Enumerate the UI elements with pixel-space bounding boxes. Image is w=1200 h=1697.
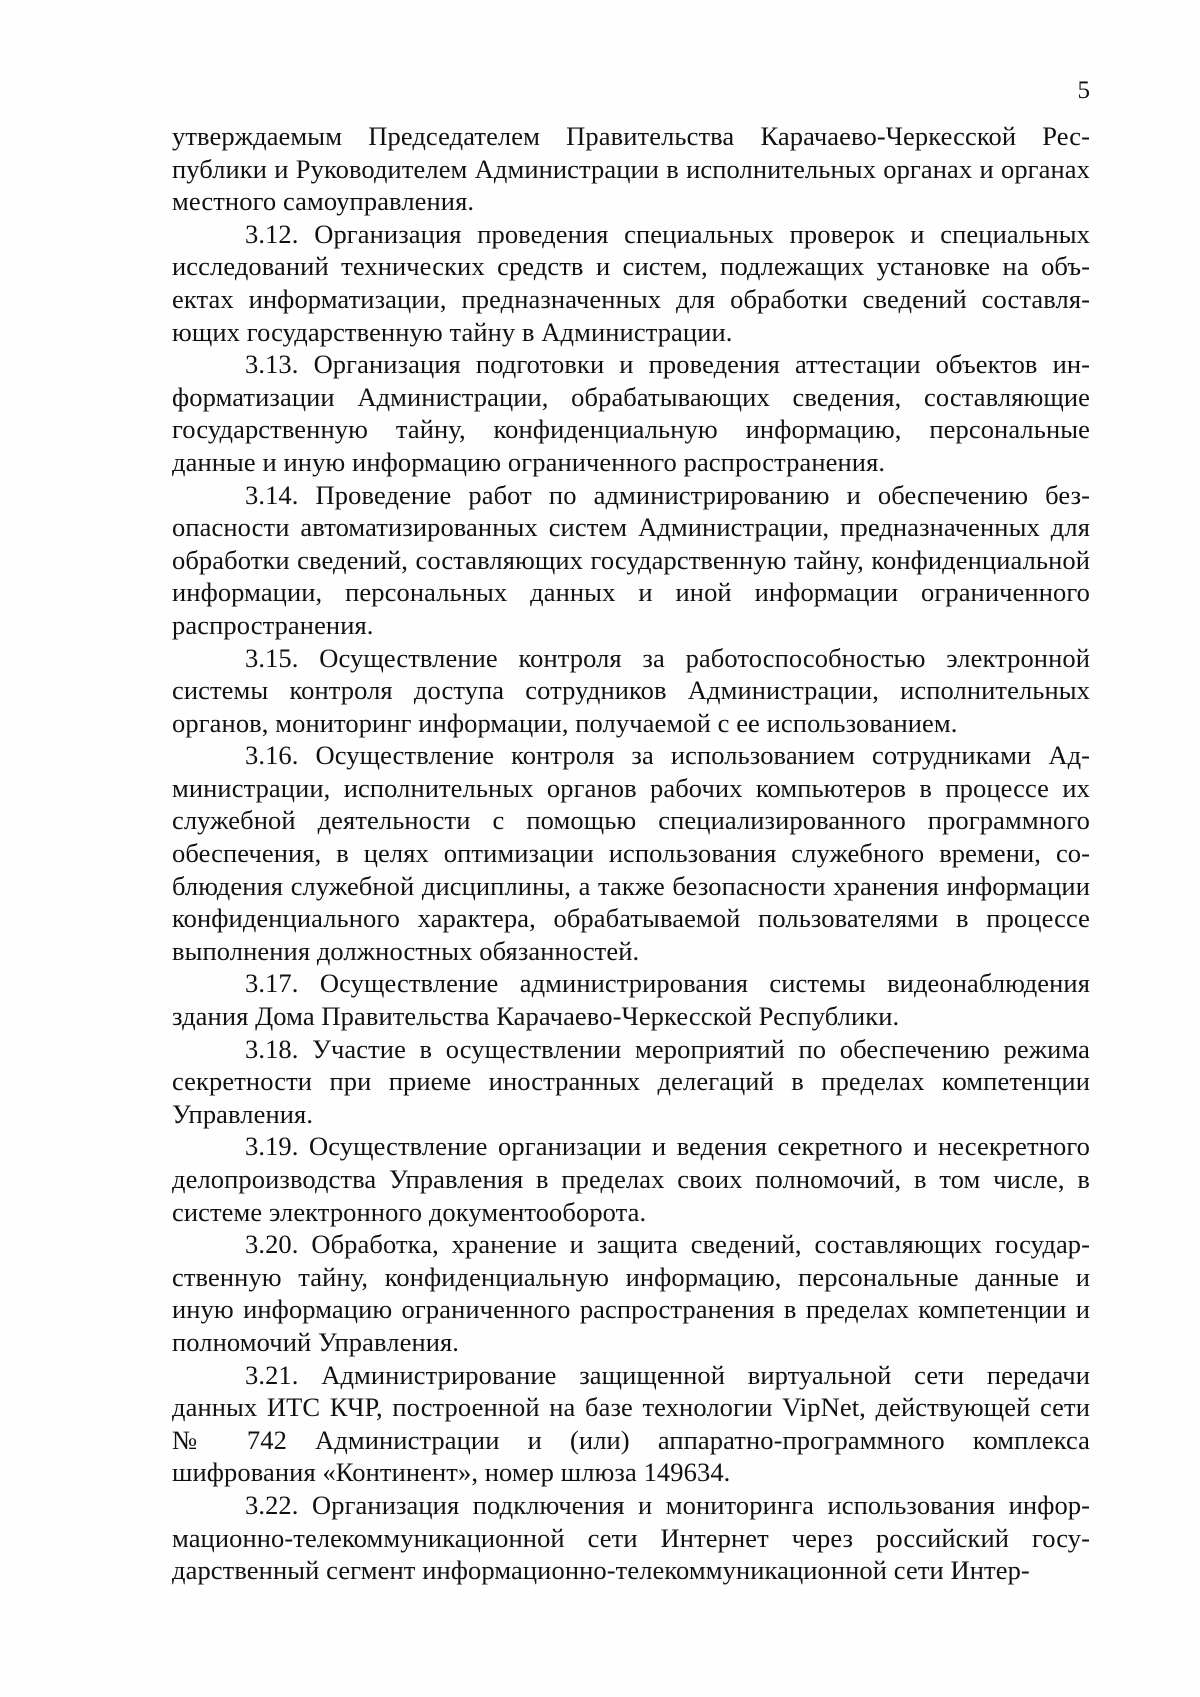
paragraph-3-16: 3.16. Осуществление контроля за использованием сотрудниками Администрации, исполнительных органов рабочих компьютеров в процессе их служебной деятельности с помощью специализированного программного обеспечения, в целях оптимизации использования служебного времени, соблюдения служебной дисциплины, а также безопасности хранения информации конфиденциального характера, обрабатываемой пользователями в процессе выполнения должностных обязанностей. [172, 740, 1090, 966]
paragraph-3-15: 3.15. Осуществление контроля за работоспособностью электронной системы контроля доступа сотрудников Администрации, исполнительных органов, мониторинг информации, получаемой с ее использованием. [172, 642, 1090, 738]
document-body [172, 120, 1090, 1587]
paragraph-3-17: 3.17. Осуществление администрирования системы видеонаблюдения здания Дома Правительства Карачаево-Черкесской Республики. [172, 968, 1090, 1032]
paragraph-3-12: 3.12. Организация проведения специальных проверок и специальных исследований технических средств и систем, подлежащих установке на объектах информатизации, предназначенных для обработки сведений составляющих государственную тайну в Администрации. [172, 218, 1090, 347]
paragraph-3-21: 3.21. Администрирование защищенной виртуальной сети передачи данных ИТС КЧР, построенной на базе технологии VipNet, действующей сети № 742 Администрации и (или) аппаратно-программного комплекса шифрования «Континент», номер шлюза 149634. [172, 1359, 1090, 1488]
paragraph-continuation: утверждаемым Председателем Правительства Карачаево-Черкесской Республики и Руководителем Администрации в исполнительных органах и органах местного самоуправления. [172, 121, 1090, 217]
paragraph-3-14: 3.14. Проведение работ по администрированию и обеспечению безопасности автоматизированных систем Администрации, предназначенных для обработки сведений, составляющих государственную тайну, конфиденциальной информации, персональных данных и иной информации ограниченного распространения. [172, 479, 1090, 640]
paragraph-3-20: 3.20. Обработка, хранение и защита сведений, составляющих государственную тайну, конфиденциальную информацию, персональные данные и иную информацию ограниченного распространения в пределах компетенции и полномочий Управления. [172, 1229, 1090, 1357]
paragraph-3-19: 3.19. Осуществление организации и ведения секретного и несекретного делопроизводства Управления в пределах своих полномочий, в том числе, в системе электронного документооборота. [172, 1131, 1090, 1227]
paragraph-3-13: 3.13. Организация подготовки и проведения аттестации объектов информатизации Администрации, обрабатывающих сведения, составляющие государственную тайну, конфиденциальную информацию, персональные данные и иную информацию ограниченного распространения. [172, 349, 1090, 477]
paragraph-3-22: 3.22. Организация подключения и мониторинга использования информационно-телекоммуникационной сети Интернет через российский государственный сегмент информационно-телекоммуникационной сети Интер- [172, 1489, 1090, 1586]
page-number: 5 [1077, 77, 1090, 104]
paragraph-3-18: 3.18. Участие в осуществлении мероприятий по обеспечению режима секретности при приеме иностранных делегаций в пределах компетенции Управления. [172, 1033, 1090, 1129]
